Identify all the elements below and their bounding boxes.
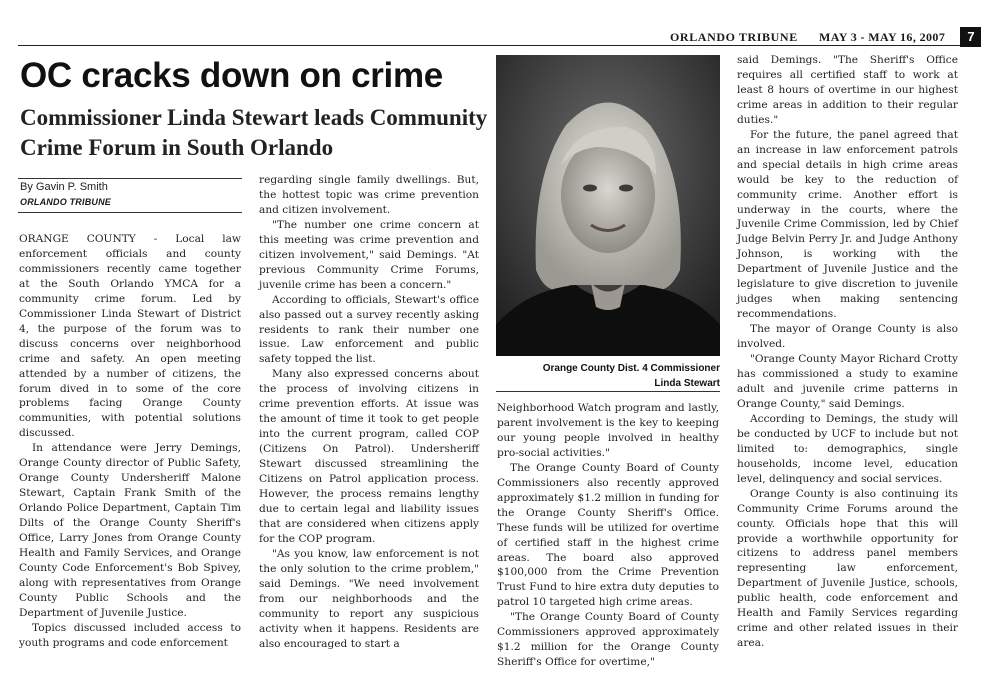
portrait-illustration [496, 55, 720, 356]
paragraph: ORANGE COUNTY - Local law enforcement officials and county commissioners recently came together at the South Orlando YMCA for a community crime forum. Led by Commissioner Linda Stewart of District 4, the purpose of the forum was to discuss concerns over neighborhood crime and safety. An open meeting attended by a number of citizens, the forum dived in to some of the core problems facing Orange County communities, with potential solutions discussed. [19, 233, 241, 440]
photo-caption [496, 361, 720, 391]
page-number: 7 [960, 27, 981, 47]
article-column-3 [497, 401, 719, 670]
article-column-4 [737, 53, 958, 651]
paragraph: said Demings. "The Sheriff's Office requires all certified staff to work at least 8 hours of overtime in our highest crime areas in addition to their regular duties." [737, 54, 958, 126]
paragraph: "Orange County Mayor Richard Crotty has commissioned a study to examine adult and juvenile crime patterns in Orange County," said Demings. [737, 353, 958, 410]
byline-organization: ORLANDO TRIBUNE [20, 197, 111, 207]
byline-rule [18, 178, 242, 179]
paragraph: regarding single family dwellings. But, the hottest topic was crime prevention and citizen involvement. [259, 174, 479, 216]
paragraph: According to officials, Stewart's office also passed out a survey recently asking residents to rank their number one issue. Law enforcement and public safety topped the list. [259, 293, 479, 366]
paragraph: Many also expressed concerns about the process of involving citizens in crime prevention efforts. At issue was the amount of time it took to get people into the current program, called COP (Citizens On Patrol). Undersheriff Stewart discussed streamlining the Citizens on Patrol application process. However, the process remains lengthy due to certain legal and liability issues that are considered when citizens apply for the COP program. [259, 368, 479, 545]
paragraph: The Orange County Board of County Commissioners also recently approved approximately $1.2 million in funding for the Orange County Sheriff's Office. These funds will be utilized for overtime of certified staff in the highest crime areas. The board also approved $100,000 from the Crime Prevention Trust Fund to hire extra duty deputies to patrol 10 targeted high crime areas. [497, 461, 719, 609]
caption-line: Orange County Dist. 4 Commissioner [542, 363, 720, 374]
article-column-1 [19, 232, 241, 651]
article-headline: OC cracks down on crime [20, 56, 443, 95]
paragraph: In attendance were Jerry Demings, Orange County director of Public Safety, Orange County Undersheriff Malone Stewart, Captain Frank Smith of the Orlando Police Department, Captain Tim Dilts of the Orange County Sheriff's Office, Larry Jones from Orange County Health and Family Services, and Orange County Code Enforcement's Bob Spivey, along with representatives from Orange County Public Schools and the Department of Juvenile Justice. [19, 442, 241, 619]
paragraph: Neighborhood Watch program and lastly, parent involvement is the key to keeping our young people involved in healthy pro-social activities." [497, 402, 719, 459]
paragraph: The mayor of Orange County is also involved. [737, 323, 958, 351]
newspaper-name: ORLANDO TRIBUNE [670, 30, 798, 44]
caption-line: Linda Stewart [654, 378, 720, 389]
paragraph: Orange County is also continuing its Community Crime Forums around the county. Officials hope that this will provide a worthwhile opportunity for citizens to address panel members representing law enforcement, Department of Juvenile Justice, schools, public health, code enforcement and Health and Family Services regarding crime and other related issues in their area. [737, 487, 958, 650]
caption-rule [496, 391, 720, 392]
portrait-photo-icon [496, 55, 720, 356]
page-header [18, 28, 975, 46]
byline-rule [18, 212, 242, 213]
paragraph: Topics discussed included access to youth programs and code enforcement [19, 621, 241, 649]
article-subhead: Commissioner Linda Stewart leads Community Crime Forum in South Orlando [20, 105, 488, 160]
header-rule [18, 45, 962, 46]
paragraph: "The Orange County Board of County Commissioners approved approximately $1.2 million for the Orange County Sheriff's Office for overtime," [497, 611, 719, 669]
article-column-2 [259, 173, 479, 652]
paragraph: "The number one crime concern at this meeting was crime prevention and citizen involvement," said Demings. "At previous Community Crime Forums, juvenile crime has been a concern." [259, 218, 479, 291]
paragraph: "As you know, law enforcement is not the only solution to the crime problem," said Demings. "We need involvement from our neighborhoods and the community to report any suspicious activity when it happens. Residents are also encouraged to start a [259, 547, 479, 650]
paragraph: For the future, the panel agreed that an increase in law enforcement patrols and special details in high crime areas would be key to the reduction of community crime. Another effort is underway in the courts, where the Juvenile Crime Commission, led by Chief Judge Belvin Perry Jr. and Judge Anthony Johnson, is working with the Department of Juvenile Justice and the legislature to give discretion to juvenile judges when making sentencing recommendations. [737, 128, 958, 321]
byline-author: By Gavin P. Smith [20, 181, 108, 193]
issue-date: MAY 3 - MAY 16, 2007 [819, 30, 946, 44]
paragraph: According to Demings, the study will be conducted by UCF to include but not limited to: demographics, single households, income level, education level, delinquency and social services. [737, 412, 958, 485]
